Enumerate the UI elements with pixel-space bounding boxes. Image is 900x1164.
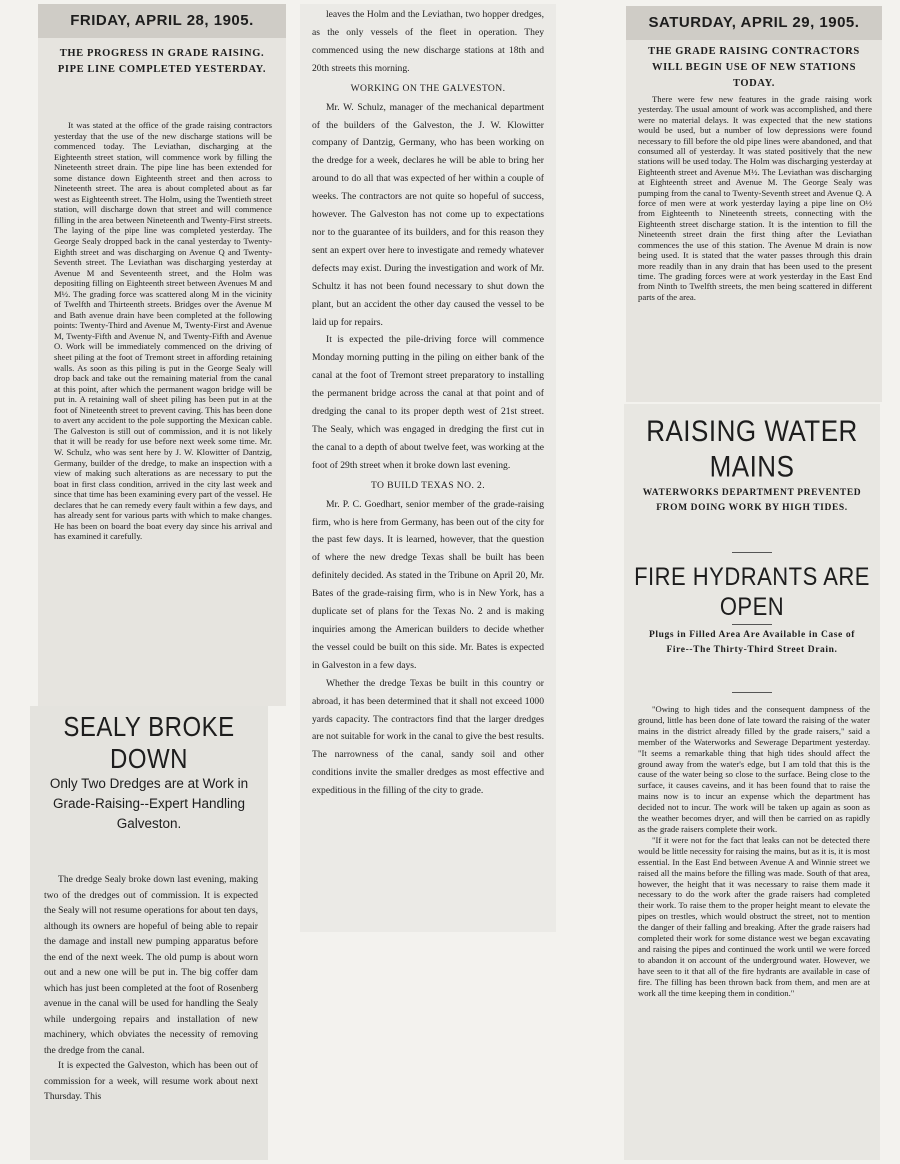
clipping-saturday xyxy=(626,6,882,402)
article-progress-body: It was stated at the office of the grade raising contractors yesterday that the use of the new discharge stations will be commenced today. The Leviathan, discharging at the Eighteenth street station, will commence work by filling the Nineteenth street drain. The pipe line has been extended for some distance down Eighteenth street and then across to Nineteenth street. The area is about completed about as far west as Eighteenth street. The Holm, using the Twentieth street station, will discharge down that street and will commence filling in the area between Nineteenth and Twenty-First streets. The laying of the pipe line was completed yesterday. The George Sealy dropped back in the canal yesterday to Twenty-Eighth street and was discharging on Avenue Q and Twenty-Seventh street. The Leviathan was discharging yesterday at Avenue M and Seventeenth street, and the Holm was depositing filling on Eighteenth street between Avenues M and M½. The grading force was scattered along M in the vicinity of Twelfth and Thirteenth streets. Bridges over the Avenue M and Bath avenue drain have been completed at the following points: Twenty-Third and Avenue M, Twenty-First and Avenue M, Twenty-Fifth and Avenue N, and Twenty-Fifth and Avenue O. Work will be immediately commenced on the driving of sheet piling at the foot of Tremont street in affording retaining walls. As soon as this piling is put in the George Sealy will drop back and take out the remaining material from the canal at this point, after which the permanent wagon bridge will be put in. A retaining wall of sheet piling has been put in at the foot of Nineteenth street to prevent caving. This has been done to avert any accident to the pole supporting the Mexican cable. The Galveston is still out of commission, and it is not likely that it will be ready for use before next week some time. Mr. W. Schulz, who was sent here by J. W. Klowitter of Dantzig, Germany, builder of the dredge, to make an inspection with a view of making such alterations as are necessary to put the boat in first class condition, arrived in the city last week and since that time has been examining every part of the vessel. He declares that he can remedy every fault within a few days, and has already sent for various parts with which to make changes. He has been on board the boat every day since his arrival and has examined it carefully. xyxy=(54,120,272,542)
paragraph: It is expected the Galveston, which has been out of commission for a week, will resume work about next Thursday. This xyxy=(44,1060,258,1102)
subhead-working-on-galveston: WORKING ON THE GALVESTON. xyxy=(350,82,506,94)
dateline-friday: FRIDAY, APRIL 28, 1905. xyxy=(38,4,286,38)
divider xyxy=(732,552,772,553)
headline-fire-hydrants-open: FIRE HYDRANTS ARE OPEN xyxy=(634,562,870,621)
paragraph: The dredge Sealy broke down last evening, making two of the dredges out of commission. It is expected the Sealy will not resume operations for about ten days, although its owners are hopeful of being able to repair the damage and install new pumping apparatus before the end of the next week. The old pump is about worn out and a new one will be put in. The big coffer dam which has just been completed at the foot of Rosenberg avenue in the canal will be used for handling the Sealy while undergoing repairs and installation of new machinery, which obviates the necessity of removing the dredge from the canal. xyxy=(44,874,258,1056)
article-continuation-body xyxy=(312,6,544,928)
paragraph: Mr. W. Schulz, manager of the mechanical department of the builders of the Galveston, the J. W. Klowitter company of Dantzig, Germany, who has been working on the dredge for a week, declares he will be able to bring her around to do all that was expected of her within a couple of weeks. The contractors are not quite so hopeful of success, however. The Galveston has not come up to expectations nor to the guarantee of its builders, and for this reason they sent an expert over here to investigate and remedy whatever defects may exist. During the investigation and work of Mr. Schultz it has not been found necessary to shut down the plant, but an accident the other day caused the vessel to be laid up for repairs. xyxy=(312,101,544,328)
headline-raising-water-mains: RAISING WATER MAINS xyxy=(646,413,858,484)
paragraph: leaves the Holm and the Leviathan, two hopper dredges, as the only vessels of the fleet in operation. They commenced using the new discharge stations at 18th and 20th streets this morning. xyxy=(312,9,544,74)
paragraph: "If it were not for the fact that leaks can not be detected there would be little necessity for raising the mains, but as it is, it is most essential. In the East End between Avenue A and Winnie street we raised all the mains before the filling was made. South of that area, however, the height that it was necessary to raise them made it necessary to do the work after the grade raisers had completed their work. To raise them to the proper height meant to elevate the pipes on trestles, which would obstruct the street, not to mention the danger of their falling and breaking. After the grade raisers had completed their work for some distance west we began excavating and raising the pipes and continued the work until we were forced to abandon it on account of the underground water. However, we have seen to it that all of the fire hydrants are available in case of fire. The filling has been thrown back from them, and men are at work all the time keeping them in condition." xyxy=(638,834,870,998)
paragraph: "Owing to high tides and the consequent dampness of the ground, little has been done of late toward the raising of the water mains in the district already filled by the grade raisers," said a member of the Waterworks and Sewerage Department yesterday. "It seems a remarkable thing that high tides should affect the ground away from the water's edge, but I am told that this is the cause of the water being so close to the surface. Being close to the surface, it causes caveins, and it has been found that to raise the mains now is to incur an expense which the department has decided not to incur. The work will be taken up again as soon as the weather becomes dryer, and will then be carried on as rapidly as the grade raisers complete their work. xyxy=(638,704,870,834)
divider xyxy=(732,624,772,625)
deck-sealy: Only Two Dredges are at Work in Grade-Raising--Expert Handling Galveston. xyxy=(49,776,249,831)
paragraph: Whether the dredge Texas be built in this country or abroad, it has been determined that it shall not exceed 1000 yards capacity. The contractors find that the larger dredges are not suitable for work in the canal to give the best results. The narrowness of the canal, sandy soil and other conditions invite the smaller dredges as most effective and expeditious in the filling of the city to grade. xyxy=(312,677,544,797)
subhead-to-build-texas: TO BUILD TEXAS NO. 2. xyxy=(370,479,486,491)
clipping-water-mains xyxy=(624,404,880,1160)
article-water-mains-body xyxy=(638,704,870,1156)
paragraph: It is expected the pile-driving force will commence Monday morning putting in the piling on either bank of the canal at the foot of Tremont street preparatory to installing the permanent bridge across the canal at that point and of dredging the canal to its proper depth west of 21st street. The Sealy, which was engaged in dredging the first cut in the canal to a depth of about twelve feet, was working at the foot of 29th street when it broke down last evening. xyxy=(312,334,544,471)
headline-grade-raising-contractors: THE GRADE RAISING CONTRACTORS WILL BEGIN USE OF NEW STATIONS TODAY. xyxy=(648,46,860,89)
deck-waterworks: WATERWORKS DEPARTMENT PREVENTED FROM DOING WORK BY HIGH TIDES. xyxy=(642,488,862,513)
headline-progress: THE PROGRESS IN GRADE RAISING. PIPE LINE COMPLETED YESTERDAY. xyxy=(57,48,267,75)
headline-sealy-broke-down: SEALY BROKE DOWN xyxy=(63,711,235,776)
paragraph: Mr. P. C. Goedhart, senior member of the grade-raising firm, who is here from Germany, has been out of the city for the past few days. It is learned, however, that the question of where the new dredge Texas shall be built has been definitely decided. As stated in the Tribune on April 20, Mr. Bates of the grade-raising firm, who is in New York, has a duplicate set of plans for the Texas No. 2 and is making inquiries among the American builders to decide whether the vessel could be built on this side. Mr. Bates is expected in Galveston in a few days. xyxy=(312,498,544,671)
article-contractors-body: There were few new features in the grade raising work yesterday. The usual amount of work was accomplished, and there were no material delays. It was expected that the new stations would be used, but a number of low depressions were found necessary to fill before the old pipe lines were abandoned, and that consumed all of yesterday. It was stated positively that the new stations will be used today. The Holm was discharging yesterday at Eighteenth street and Avenue M½. The Leviathan was discharging at Eighteenth street and Avenue M. The George Sealy was pumping from the canal to Twenty-Seventh street and Avenue Q. A force of men were at work yesterday laying a pipe line on O½ from Eighteenth to Nineteenth streets, connecting with the Eighteenth street discharge station. It is the intention to fill the Nineteenth street drain the first thing after the Leviathan commences the use of this station. The Avenue M drain is now being used. It is stated that the water passes through this drain more readily than in any drain that has been used to the present time. The grading forces were at work yesterday in the East End from Ninth to Twelfth streets, the men being scattered in different parts of the area. xyxy=(638,94,872,302)
clipping-friday xyxy=(38,4,286,706)
article-sealy-body xyxy=(44,872,258,1158)
clipping-sealy xyxy=(30,706,268,1160)
clipping-continuation xyxy=(300,4,556,932)
dateline-saturday: SATURDAY, APRIL 29, 1905. xyxy=(626,6,882,40)
deck-plugs: Plugs in Filled Area Are Available in Case of Fire--The Thirty-Third Street Drain. xyxy=(649,630,855,655)
divider xyxy=(732,692,772,693)
